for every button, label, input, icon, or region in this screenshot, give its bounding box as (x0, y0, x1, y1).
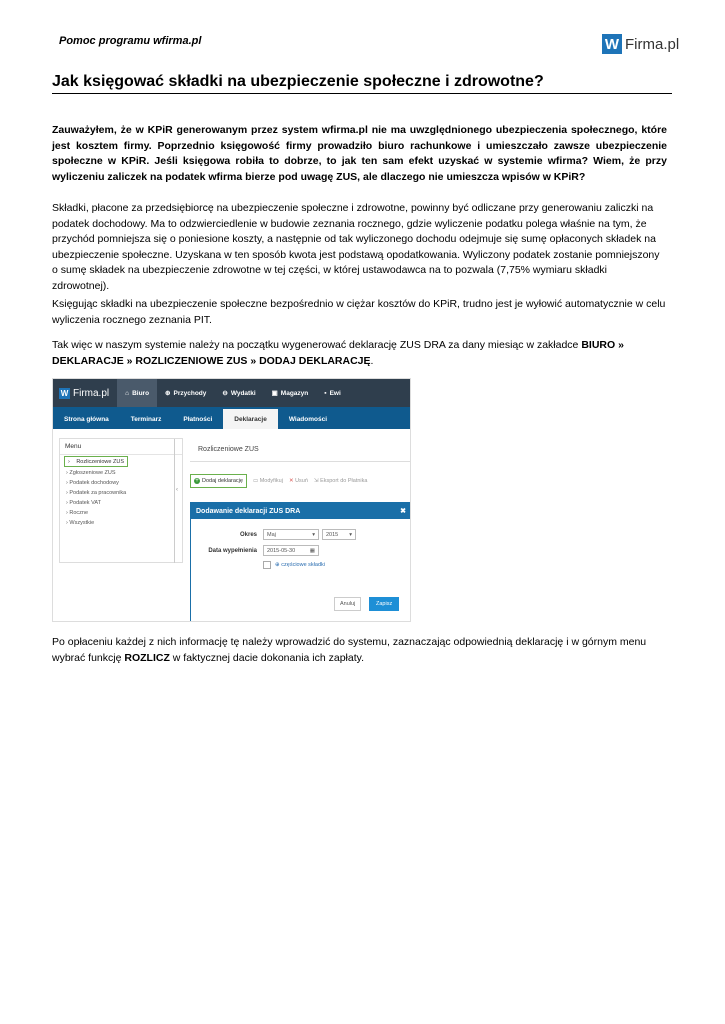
modify-button[interactable]: ▭ Modyfikuj (252, 478, 283, 484)
app-screenshot (52, 378, 411, 622)
date-row (191, 545, 319, 556)
dialog-title: Dodawanie deklaracji ZUS DRA (196, 507, 301, 515)
partial-row (263, 561, 325, 569)
toolbar (190, 474, 367, 488)
add-declaration-button[interactable]: + Dodaj deklarację (190, 474, 247, 488)
box-icon: ▣ (271, 390, 278, 397)
paragraph-4: Po opłaceniu każdej z nich informację tę należy wprowadzić do systemu, zaznaczając odpowiednią deklarację i w górnym menu wybrać funkcję ROZLICZ w faktycznej dacie dokonania ich zapłaty. (52, 636, 647, 664)
calendar-icon: ▦ (309, 547, 315, 554)
sub-navigation (53, 407, 411, 429)
close-icon[interactable]: ✖ (400, 508, 406, 515)
delete-icon: ✕ (288, 478, 294, 484)
tab-wiadomosci[interactable]: Wiadomości (288, 415, 328, 423)
export-icon: ⇲ (313, 478, 319, 484)
menu-item-wszystkie[interactable]: › Wszystkie (66, 520, 95, 526)
nav-magazyn[interactable]: ▣ Magazyn (271, 389, 309, 397)
period-row (191, 529, 356, 540)
paragraph-1: Składki, płacone za przedsiębiorcę na ubezpieczenie społeczne i zdrowotne, powinny być odliczane przy generowaniu zaliczki na podatek dochodowy. Ma to odzwierciedlenie w budowie zeznania rocznego, gdzie wyliczenie podatku polega właśnie na tym, że przychód pomniejsza się o poniesione koszty, a następnie od tak wyliczonego dochodu odejmuje się sumę opłaconych składek na ubezpieczenie społeczne. Uzyskana w ten sposób kwota jest podstawą opodatkowania. Wyliczony podatek zostanie pomniejszony o sumę składek na ubezpieczenie zdrowotne w tej części, w której ustawodawca na to pozwala (7,75% wymiaru składki zdrowotnej). (52, 202, 660, 292)
menu-item-roczne[interactable]: › Roczne (66, 510, 89, 516)
add-zus-dra-dialog (190, 502, 411, 622)
menu-item-zgloszeniowe[interactable]: › Zgłoszeniowe ZUS (66, 470, 116, 476)
tab-terminarz[interactable]: Terminarz (130, 415, 162, 423)
cancel-button[interactable]: Anuluj (334, 597, 361, 611)
plus-circle-icon: ⊕ (165, 390, 171, 397)
wfirma-logo (602, 34, 679, 54)
top-navigation (53, 379, 411, 407)
dialog-header (191, 503, 411, 519)
tab-platnosci[interactable]: Płatności (183, 415, 213, 423)
menu-path: BIURO » DEKLARACJE » ROZLICZENIOWE ZUS » DODAJ DEKLARACJĘ (52, 339, 624, 367)
nav-biuro[interactable]: ⌂ Biuro (117, 379, 157, 407)
nav-wydatki[interactable]: ⊖ Wydatki (222, 389, 256, 397)
collapse-arrow-icon: ‹ (176, 487, 178, 493)
edit-icon: ▭ (252, 478, 259, 484)
export-button[interactable]: ⇲ Eksport do Płatnika (313, 478, 368, 484)
question-paragraph: Zauważyłem, że w KPiR generowanym przez system wfirma.pl nie ma uwzględnionego ubezpieczenia społecznego, które jest kosztem firmy. Poprzednio księgowość firmy prowadziło biuro rachunkowe i umieszczało zawsze ubezpieczenie społeczne w KPiR. Jeśli księgowa robiła to dobrze, to jak ten sam efekt uzyskać w systemie wfirma? Wiem, że przy wyliczeniu zaliczek na podatek wfirma bierze pod uwagę ZUS, ale dlaczego nie umieszcza wpisów w KPiR? (52, 124, 667, 183)
plus-icon: + (195, 478, 199, 484)
chevron-down-icon: ▾ (312, 531, 315, 538)
chevron-down-icon: ▾ (349, 531, 352, 538)
month-select[interactable]: Maj ▾ (263, 529, 319, 540)
nav-przychody[interactable]: ⊕ Przychody (165, 389, 207, 397)
nav-ewidencja[interactable]: ▪ Ewi (324, 389, 341, 397)
year-select[interactable]: 2015 ▾ (322, 529, 356, 540)
info-icon: ⊕ (275, 562, 280, 568)
tab-strona-glowna[interactable]: Strona główna (64, 415, 109, 423)
delete-button[interactable]: ✕ Usuń (288, 478, 308, 484)
partial-label[interactable]: częściowe składki (281, 562, 325, 568)
lock-icon: ▪ (324, 389, 327, 397)
menu-header: Menu (60, 439, 182, 455)
rozlicz-function: ROZLICZ (124, 651, 170, 664)
side-menu (59, 438, 183, 563)
panel-splitter[interactable] (174, 439, 181, 563)
document-header-title: Pomoc programu wfirma.pl (59, 35, 202, 47)
section-title: Rozliczeniowe ZUS (198, 446, 259, 453)
menu-item-rozliczeniowe[interactable]: › Rozliczeniowe ZUS (64, 456, 128, 467)
menu-item-podatek-dochodowy[interactable]: › Podatek dochodowy (66, 480, 119, 486)
article-title: Jak księgować składki na ubezpieczenie społeczne i zdrowotne? (52, 73, 672, 94)
minus-circle-icon: ⊖ (222, 390, 228, 397)
menu-item-podatek-vat[interactable]: › Podatek VAT (66, 500, 101, 506)
menu-item-podatek-pracownika[interactable]: › Podatek za pracownika (66, 490, 127, 496)
partial-checkbox[interactable] (263, 561, 271, 569)
home-icon: ⌂ (125, 389, 130, 397)
logo-text: Firma.pl (625, 35, 680, 53)
tab-deklaracje[interactable]: Deklaracje (223, 409, 278, 429)
divider (190, 461, 411, 462)
paragraph-2: Księgując składki na ubezpieczenie społeczne bezpośrednio w ciężar kosztów do KPiR, trudno jest je wyłowić automatycznie w celu wyliczenia rocznego zeznania PIT. (52, 298, 666, 326)
paragraph-3: Tak więc w naszym systemie należy na początku wygenerować deklarację ZUS DRA za dany miesiąc w zakładce BIURO » DEKLARACJE » ROZLICZENIOWE ZUS » DODAJ DEKLARACJĘ. (52, 339, 624, 367)
save-button[interactable]: Zapisz (369, 597, 399, 611)
logo-w-mark: W (602, 34, 622, 54)
date-label: Data wypełnienia (208, 547, 257, 554)
period-label: Okres (239, 531, 257, 538)
date-input[interactable]: 2015-05-30 ▦ (263, 545, 319, 556)
app-brand: W Firma.pl (60, 387, 110, 399)
